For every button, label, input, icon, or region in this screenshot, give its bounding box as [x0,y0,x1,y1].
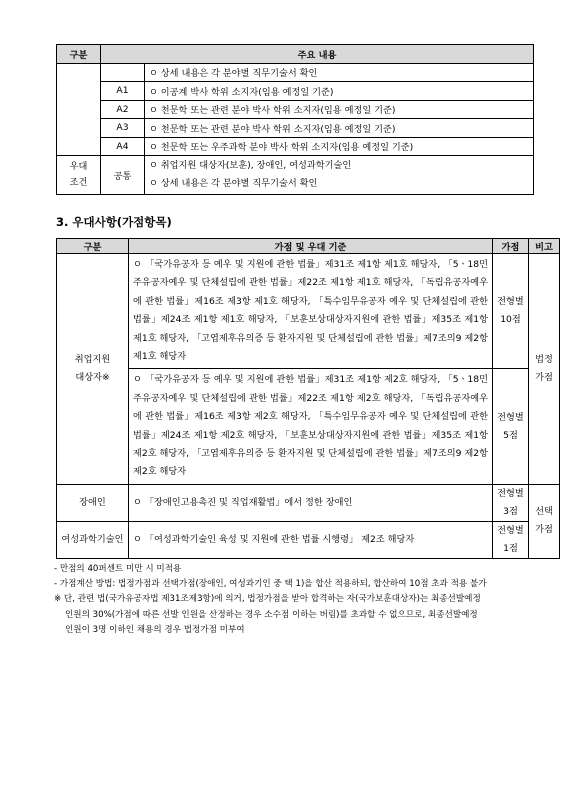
header-content: 주요 내용 [101,45,534,64]
group-women-scientists: 여성과학기술인 [57,521,129,558]
criteria-text: ㅇ 「여성과학기술인 육성 및 지원에 관한 법률 시행령」 제2조 해당자 [129,521,493,558]
note-line: 인원의 30%(가점에 따른 선발 인원을 산정하는 경우 소수점 이하는 버림)를 초과할 수 없으므로, 최종선발예정 [65,609,478,620]
points-value: 전형별 3점 [493,484,529,521]
points-value: 전형별 1점 [493,521,529,558]
notes [54,562,538,638]
header-points: 가점 [493,239,529,254]
note-line: - 가점계산 방법: 법정가점과 선택가점(장애인, 여성과기인 중 택 1)을 합산 적용하되, 합산하여 10점 초과 적용 불가 [54,579,487,590]
header-category: 구분 [57,239,129,254]
field-requirement: ㅇ 이공계 박사 학위 소지자(임용 예정일 기준) [145,82,534,101]
group-veterans: 취업지원 대상자※ [57,254,129,485]
field-requirement: ㅇ 천문학 또는 관련 분야 박사 학위 소지자(임용 예정일 기준) [145,119,534,138]
field-code: A1 [101,82,145,101]
header-category: 구분 [57,45,101,64]
header-criteria: 가점 및 우대 기준 [129,239,493,254]
preference-sub: 공통 [101,156,145,195]
note-line: 인원이 3명 이하인 채용의 경우 법정가점 미부여 [65,624,245,635]
detail-note: ㅇ 상세 내용은 각 분야별 직무기술서 확인 [145,63,534,82]
criteria-text: ㅇ 「장애인고용촉진 및 직업재활법」에서 정한 장애인 [129,484,493,521]
field-requirement: ㅇ 천문학 또는 우주과학 분야 박사 학위 소지자(임용 예정일 기준) [145,137,534,156]
field-code: A3 [101,119,145,138]
preference-line: ㅇ 취업지원 대상자(보훈), 장애인, 여성과학기술인 [149,160,352,171]
field-code: A4 [101,137,145,156]
field-requirement: ㅇ 천문학 또는 관련 분야 박사 학위 소지자(임용 예정일 기준) [145,100,534,119]
header-remarks: 비고 [529,239,560,254]
preference-detail [145,156,534,195]
note-line: - 만점의 40퍼센트 미만 시 미적용 [54,564,182,574]
field-code: A2 [101,100,145,119]
remark-select: 선택 가점 [529,484,560,558]
preference-line: ㅇ 상세 내용은 각 분야별 직무기술서 확인 [149,178,318,189]
bonus-points-table [56,238,560,559]
preference-group: 우대 조건 [57,156,101,195]
criteria-text: ㅇ 「국가유공자 등 예우 및 지원에 관한 법률」제31조 제1항 제1호 해당자, 「5ㆍ18민주유공자예우 및 단체설립에 관한 법률」제22조 제1항 제1호 해당자, 「독립유공자예우에 관한 법률」제16조 제3항 제1호 해당자, 「특수임무유공자 예우 및 단체설립에 관한 법률」제24조 제1항 제1호 해당자, 「보훈보상대상자지원에 관한 법률」제35조 제1항 제1호 해당자, 「고엽제후유의증 등 환자지원 및 단체설립에 관한 법률」제7조의9 제2항 제1호 해당자 [129,254,493,369]
requirements-table [56,44,534,195]
section-heading: 3. 우대사항(가점항목) [56,215,172,229]
points-value: 전형별 10점 [493,254,529,369]
group-disabled: 장애인 [57,484,129,521]
criteria-text: ㅇ 「국가유공자 등 예우 및 지원에 관한 법률」제31조 제1항 제2호 해당자, 「5ㆍ18민주유공자예우 및 단체설립에 관한 법률」제22조 제1항 제2호 해당자, 「독립유공자예우에 관한 법률」제16조 제3항 제2호 해당자, 「특수임무유공자 예우 및 단체설립에 관한 법률」제24조 제1항 제2호 해당자, 「보훈보상대상자지원에 관한 법률」제35조 제1항 제2호 해당자, 「고엽제후유의증 등 환자지원 및 단체설립에 관한 법률」제7조의9 제2항 제2호 해당자 [129,369,493,484]
remark-legal: 법정 가점 [529,254,560,485]
points-value: 전형별 5점 [493,369,529,484]
note-line: ※ 단, 관련 법(국가유공자법 제31조제3항)에 의거, 법정가점을 받아 합격하는 자(국가보훈대상자)는 최종선발예정 [54,594,481,605]
